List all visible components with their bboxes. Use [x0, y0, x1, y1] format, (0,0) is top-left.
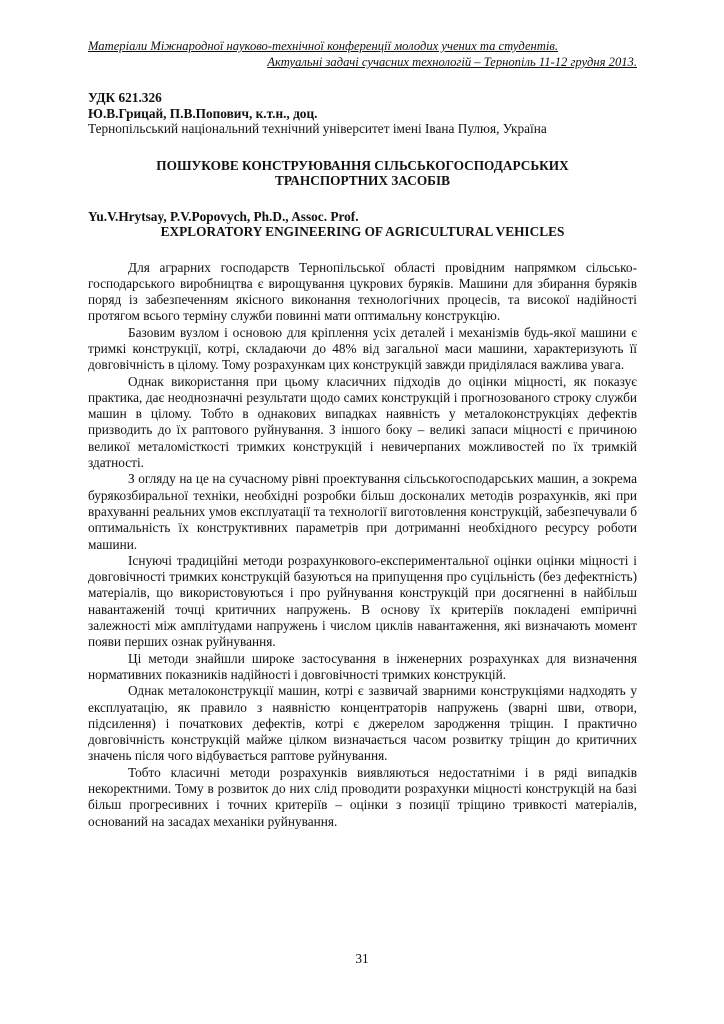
title-ua-line-1: ПОШУКОВЕ КОНСТРУЮВАННЯ СІЛЬСЬКОГОСПОДАРСЬКИХ	[156, 157, 569, 173]
paragraph: Базовим вузлом і основою для кріплення усіх деталей і механізмів будь-якої машини є тримкі конструкції, котрі, складаючи до 48% від загальної маси машини, характеризують її довговічність в цілому. Тому розрахункам цих конструкцій завжди приділялася важлива увага.	[88, 324, 637, 373]
article-body	[88, 260, 637, 830]
running-header	[88, 38, 637, 70]
affiliation: Тернопільський національний технічний університет імені Івана Пулюя, Україна	[88, 121, 547, 136]
paragraph: Тобто класичні методи розрахунків виявляються недостатніми і в ряді випадків некоректними. Тому в розвиток до них слід проводити розрахунки міцності конструкцій на базі більш прогресивних і точних критеріїв – оцінки з позиції тріщино тривкості матеріалів, оснований на засадах механіки руйнування.	[88, 764, 637, 829]
title-ua	[88, 158, 637, 189]
page-content	[88, 38, 637, 830]
header-line-1: Матеріали Міжнародної науково-технічної конференції молодих учених та студентів.	[88, 39, 559, 53]
page-number: 31	[355, 951, 369, 966]
authors-ua: Ю.В.Грицай, П.В.Попович, к.т.н., доц.	[88, 105, 318, 121]
paragraph: Для аграрних господарств Тернопільської області провідним напрямком сільськогосподарського виробництва є вирощування цукрових буряків. Машини для збирання буряків поряд із забезпеченням якісного виконання технологічних процесів, та високої надійності протягом всього терміну служби повинні мати оптимальну конструкцію.	[88, 259, 637, 324]
title-ua-line-2: ТРАНСПОРТНИХ ЗАСОБІВ	[274, 173, 451, 188]
paragraph: З огляду на це на сучасному рівні проектування сільськогосподарських машин, а зокрема бурякозбиральної техніки, необхідні розробки більш досконалих методів розрахунків, які при врахуванні реальних умов експлуатації та технології виготовлення конструкцій, забезпечували б оптимальність їх конструктивних параметрів при дотриманні необхідного ресурсу роботи машини.	[88, 471, 637, 552]
paragraph: Однак металоконструкції машин, котрі є зазвичай зварними конструкціями надходять у експлуатацію, як правило з наявністю концентраторів напружень (зварні шви, отвори, підсилення) і початкових дефектів, котрі є джерелом зародження тріщин. І практично довговічність конструкцій майже цілком визначається часом розвитку тріщин до критичних значень після чого відбувається раптове руйнування.	[88, 683, 637, 764]
article-meta	[88, 90, 637, 137]
udk-code: УДК 621.326	[88, 90, 162, 105]
header-line-2: Актуальні задачі сучасних технологій – Тернопіль 11-12 грудня 2013.	[267, 55, 637, 69]
paragraph: Однак використання при цьому класичних підходів до оцінки міцності, як показує практика, дає неоднозначні результати щодо самих конструкцій і прогнозованого строку служби машин в цілому. Тобто в однакових випадках наявність у металоконструкціях дефектів призводить до їх раптового руйнування. З іншого боку – великі запаси міцності є причиною великої металомісткості тримких конструкцій і невичерпаних можливостей по їх тримкій здатності.	[88, 373, 637, 471]
title-en: EXPLORATORY ENGINEERING OF AGRICULTURAL VEHICLES	[160, 224, 565, 239]
paragraph: Існуючі традиційні методи розрахункового-експериментальної оцінки оцінки міцності і довговічності тримких конструкцій базуються на припущення про суцільність (без дефектність) матеріалів, що використовуються і про руйнування конструкцій при досягненні в найбільш навантаженій точці критичних напружень. В основу їх критеріїв покладені емпіричні залежності між амплітудами напружень і числом циклів навантаження, які визначають момент появи перших ознак руйнування.	[88, 552, 637, 650]
authors-en: Yu.V.Hrytsay, P.V.Popovych, Ph.D., Assoc. Prof.	[88, 208, 359, 224]
paragraph: Ці методи знайшли широке застосування в інженерних розрахунках для визначення нормативних показників надійності і довговічності тримких конструкцій.	[88, 650, 637, 682]
